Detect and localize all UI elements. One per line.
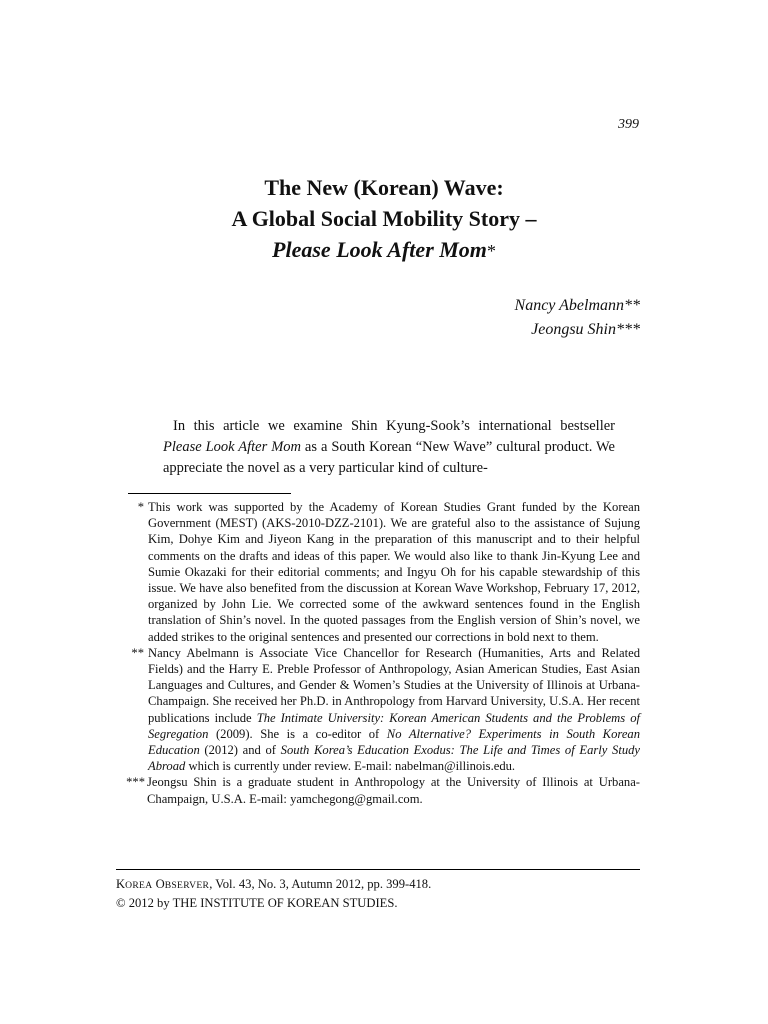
copyright-line: © 2012 by THE INSTITUTE OF KOREAN STUDIES. [116,895,398,910]
footnote-1 [128,499,640,645]
footnote-3-text: Jeongsu Shin is a graduate student in Anthropology at the University of Illinois at Urbana-Champaign, U.S.A. E-mail: yamchegong@gmail.com. [147,775,640,806]
author-2: Jeongsu Shin*** [531,321,640,338]
abstract-text-2: as a South Korean “New Wave” cultural product. We appreciate the novel as a very particular kind of culture- [163,439,615,476]
footnote-2-text [148,645,640,775]
journal-divider [116,869,640,870]
abstract-paragraph [163,416,615,479]
footnote-2-text-b: (2009). She is a co-editor of [208,726,387,741]
journal-volume-info: , Vol. 43, No. 3, Autumn 2012, pp. 399-418. [209,877,432,891]
footnote-2-marker: ** [131,645,144,660]
abstract-book-title: Please Look After Mom [163,439,301,455]
title-line-3 [0,234,768,267]
page-number: 399 [618,117,639,132]
footnote-1-marker: * [137,500,144,514]
journal-citation-block [116,876,431,911]
footnote-2-text-c: (2012) and of [199,743,281,758]
abstract-text-1: In this article we examine Shin Kyung-Sook’s international bestseller [173,418,615,434]
footnote-1-text: This work was supported by the Academy of Korean Studies Grant funded by the Korean Government (MEST) (AKS-2010-DZZ-2101). We are grateful also to the assistance of Sujung Kim, Dohye Kim and Jiyeon Kang in the preparation of this manuscript and to their helpful comments on the drafts and ideas of this paper. We would also like to thank Jin-Kyung Lee and Sumie Okazaki for their editorial comments; and Ingyu Oh for his capable stewardship of this issue. We have also benefited from the discussion at Korean Wave Workshop, February 17, 2012, organized by John Lie. We corrected some of the awkward sentences found in the English translation of Shin’s novel. In the quoted passages from the English version of Shin’s novel, we added strikes to the original sentences and presented our corrections in bold next to them. [148,500,640,644]
title-book-name: Please Look After Mom [272,237,487,262]
footnote-2-book-1: The Intimate University: Korean American Students and the Problems of Segregation [148,710,640,741]
footnote-3-marker: *** [126,775,145,790]
title-line-2: A Global Social Mobility Story – [231,206,537,231]
footnote-2-text-a: Nancy Abelmann is Associate Vice Chancellor for Research (Humanities, Arts and Related Fields) and the Harry E. Preble Professor of Anthropology, Asian American Studies, East Asian Languages and Cultures, and Gender & Women’s Studies at the University of Illinois at Urbana-Champaign. She received her Ph.D. in Anthropology from Harvard University, U.S.A. Her recent publications include [148,645,640,725]
footnote-2-text-d: which is currently under review. E-mail: nabelman@illinois.edu. [185,759,516,774]
footnote-2 [128,645,640,775]
title-line-1: The New (Korean) Wave: [264,175,504,200]
footnote-divider [128,493,291,494]
author-1: Nancy Abelmann** [514,297,640,314]
title-footnote-marker: * [486,241,496,261]
journal-name-orea: OREA [125,880,153,891]
author-list [515,294,640,342]
journal-name-o: O [155,877,165,891]
footnote-2-book-2: No Alternative? Experiments in South Korean Education [148,726,640,758]
journal-name-bserver: BSERVER [164,880,210,891]
footnote-2-book-3: South Korea’s Education Exodus: The Life and Times of Early Study Abroad [148,743,641,774]
journal-name-k: K [116,877,126,891]
footnote-3 [128,774,640,806]
journal-citation [116,876,431,895]
footnotes [128,499,640,807]
article-title [0,172,768,267]
